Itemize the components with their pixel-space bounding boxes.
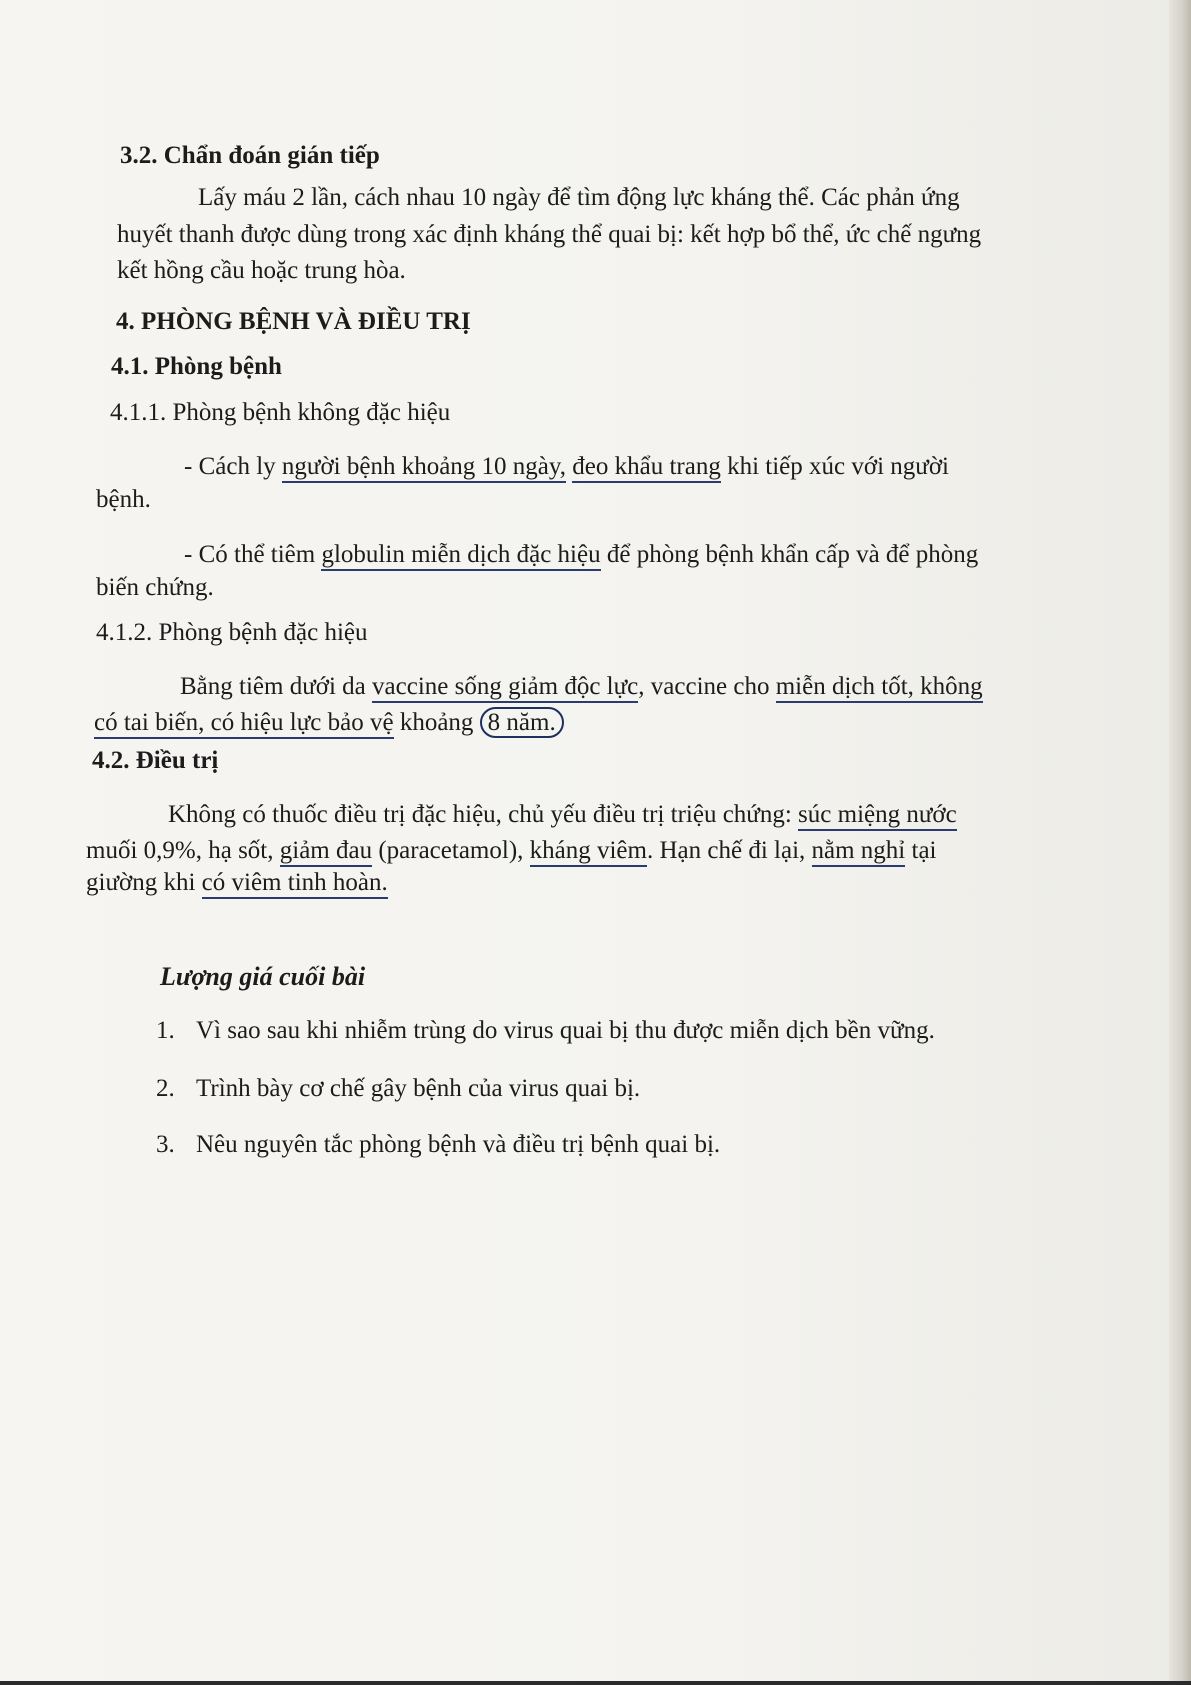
p4-text-g: . Hạn chế đi lại, <box>646 837 812 864</box>
question-2 <box>156 1074 640 1104</box>
p1-underline-isolation: người bệnh khoảng 10 ngày, <box>282 453 566 483</box>
section-4-1-heading: 4.1. Phòng bệnh <box>111 353 282 380</box>
p4-text-e: (paracetamol), <box>372 837 530 864</box>
page-edge-shadow <box>1169 0 1191 1685</box>
p3-text-a: Bằng tiêm dưới da <box>180 673 373 700</box>
p2-underline-globulin: globulin miễn dịch đặc hiệu <box>321 541 600 571</box>
p3-text-f: khoảng <box>393 709 480 736</box>
p1-text-a: - Cách ly <box>184 453 282 480</box>
p4-underline-antiinflammatory: kháng viêm <box>530 837 647 867</box>
p3-underline-protection: có tai biến, có hiệu lực bảo vệ <box>94 709 394 739</box>
question-1 <box>156 1016 935 1046</box>
p3-circled-8-years: 8 năm. <box>480 707 564 738</box>
section-4-heading: 4. PHÒNG BỆNH VÀ ĐIỀU TRỊ <box>116 308 471 335</box>
p4-underline-painkiller: giảm đau <box>280 837 372 867</box>
p2-line-2: biến chứng. <box>96 574 214 601</box>
p1-underline-mask: đeo khẩu trang <box>572 453 721 483</box>
question-3 <box>156 1130 720 1160</box>
p4-underline-rest: nằm nghỉ <box>812 837 906 867</box>
question-2-text: Trình bày cơ chế gây bệnh của virus quai bị. <box>196 1075 641 1102</box>
p3-line-1 <box>180 672 983 702</box>
section-4-1-1-heading: 4.1.1. Phòng bệnh không đặc hiệu <box>110 399 451 426</box>
p4-text-c: muối 0,9%, hạ sốt, <box>86 837 280 864</box>
p3-underline-immunity: miễn dịch tốt, không <box>776 673 983 703</box>
question-3-number: 3. <box>156 1131 175 1158</box>
p4-underline-saltwater: súc miệng nước <box>798 801 957 831</box>
p4-line-1 <box>168 800 957 830</box>
question-2-number: 2. <box>156 1075 175 1102</box>
p4-line-2 <box>86 836 937 866</box>
s32-line-3: kết hồng cầu hoặc trung hòa. <box>117 257 406 284</box>
p3-underline-vaccine: vaccine sống giảm độc lực <box>372 673 638 703</box>
p4-line-3 <box>86 868 388 898</box>
s32-line-1: Lấy máu 2 lần, cách nhau 10 ngày để tìm động lực kháng thể. Các phản ứng <box>198 184 960 211</box>
p1-text-e: khi tiếp xúc với người <box>720 453 950 480</box>
p2-text-c: để phòng bệnh khẩn cấp và để phòng <box>600 541 979 568</box>
question-1-number: 1. <box>156 1017 175 1044</box>
p4-text-i: tại <box>905 837 937 864</box>
p3-text-c: , vaccine cho <box>638 673 776 700</box>
p1-line-1 <box>184 452 949 482</box>
p3-line-2 <box>94 708 564 738</box>
p1-line-2: bệnh. <box>96 486 151 513</box>
p4-underline-orchitis: có viêm tinh hoàn. <box>202 869 388 899</box>
p2-line-1 <box>184 540 978 570</box>
section-4-1-2-heading: 4.1.2. Phòng bệnh đặc hiệu <box>96 619 368 646</box>
review-heading: Lượng giá cuối bài <box>160 962 366 991</box>
p4-text-j: giường khi <box>86 869 202 896</box>
s32-line-2: huyết thanh được dùng trong xác định kháng thể quai bị: kết hợp bổ thể, ức chế ngưng <box>117 221 982 248</box>
section-4-2-heading: 4.2. Điều trị <box>92 747 219 774</box>
p4-text-a: Không có thuốc điều trị đặc hiệu, chủ yếu điều trị triệu chứng: <box>168 801 799 828</box>
section-3-2-heading: 3.2. Chẩn đoán gián tiếp <box>120 142 380 169</box>
page-bottom-border <box>0 1681 1191 1685</box>
p2-text-a: - Có thể tiêm <box>184 541 322 568</box>
question-1-text: Vì sao sau khi nhiễm trùng do virus quai bị thu được miễn dịch bền vững. <box>196 1017 935 1044</box>
question-3-text: Nêu nguyên tắc phòng bệnh và điều trị bệnh quai bị. <box>196 1131 721 1158</box>
